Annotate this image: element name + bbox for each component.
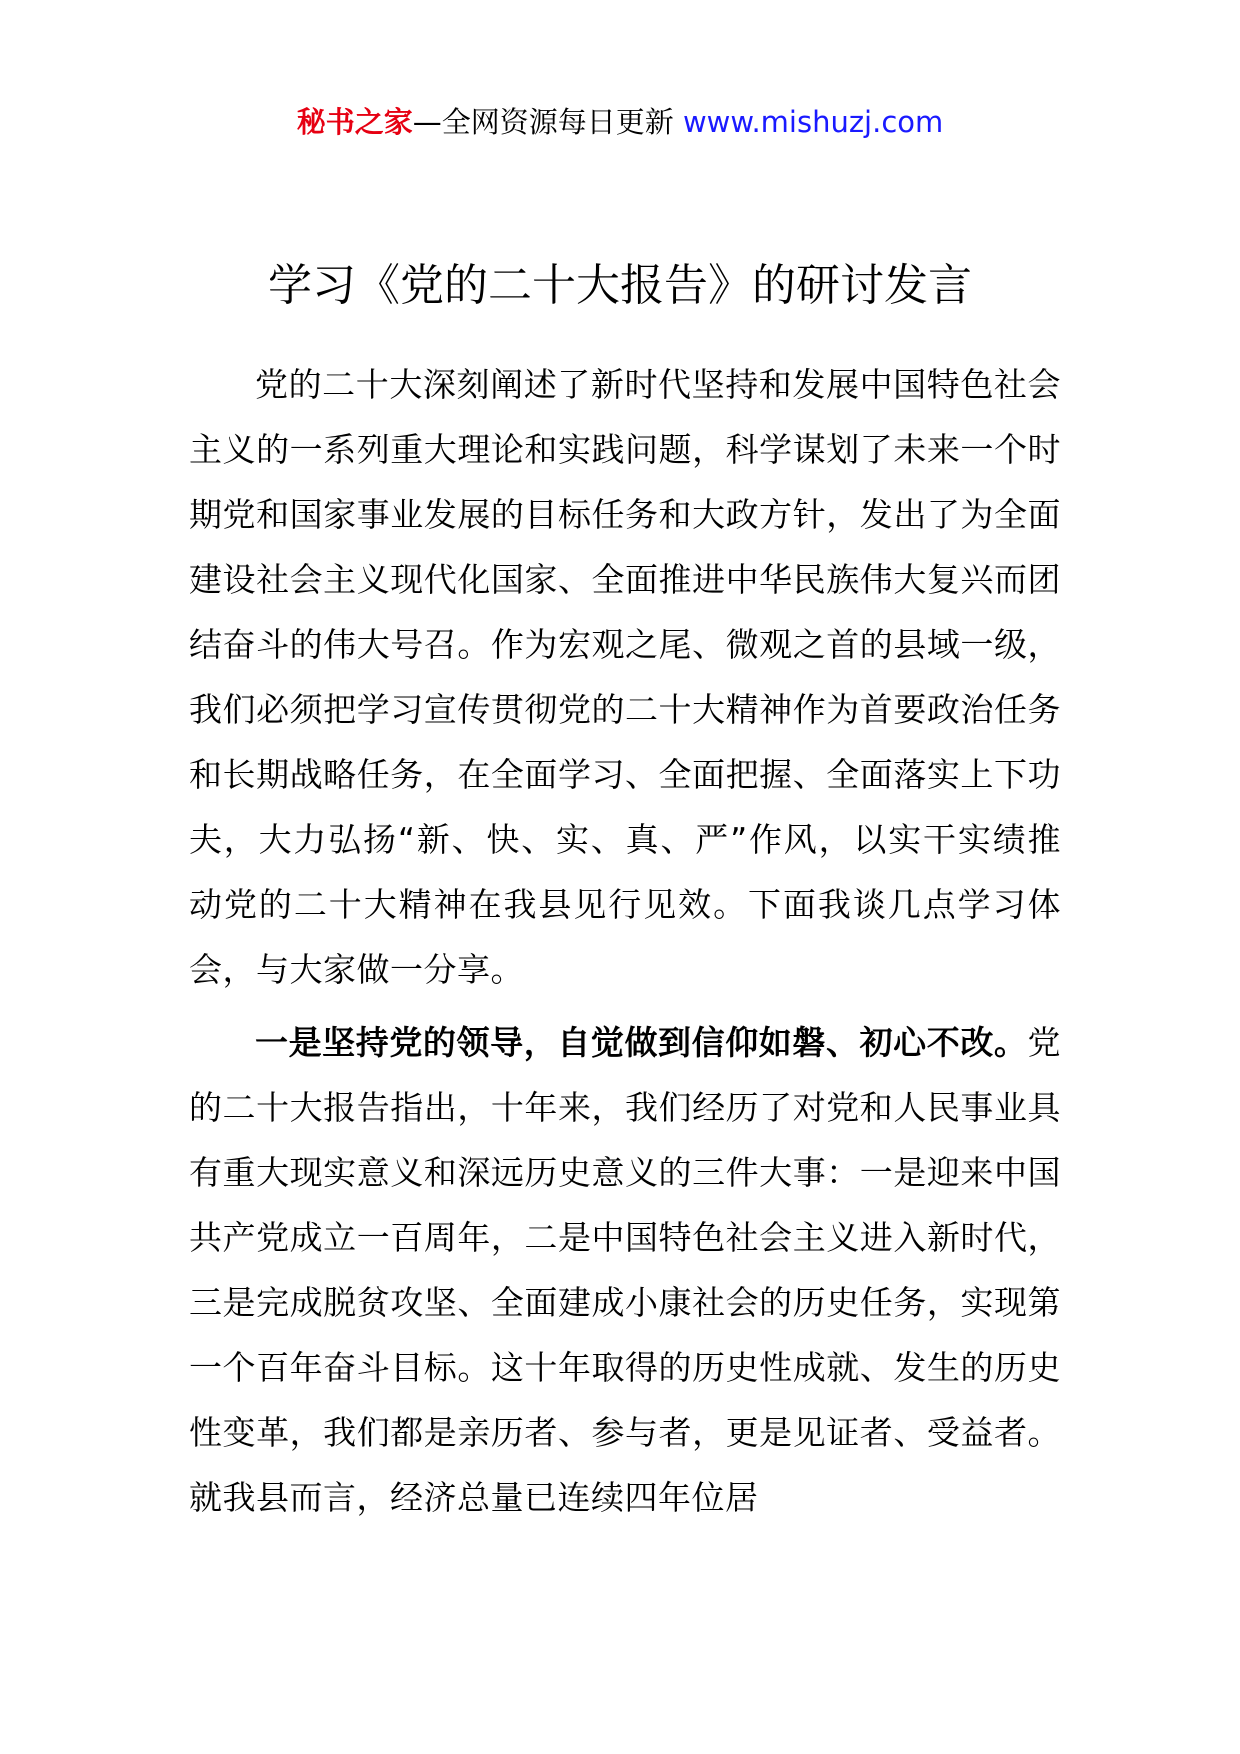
document-body [189, 352, 1061, 1530]
paragraph-intro-text: 党的二十大深刻阐述了新时代坚持和发展中国特色社会主义的一系列重大理论和实践问题，科学谋划了未来一个时期党和国家事业发展的目标任务和大政方针，发出了为全面建设社会主义现代化国家、全面推进中华民族伟大复兴而团结奋斗的伟大号召。作为宏观之尾、微观之首的县域一级，我们必须把学习宣传贯彻党的二十大精神作为首要政治任务和长期战略任务，在全面学习、全面把握、全面落实上下功夫，大力弘扬“新、快、实、真、严”作风，以实干实绩推动党的二十大精神在我县见行见效。下面我谈几点学习体会，与大家做一分享。 [189, 365, 1061, 989]
paragraph-point-one-text: 党的二十大报告指出，十年来，我们经历了对党和人民事业具有重大现实意义和深远历史意义的三件大事：一是迎来中国共产党成立一百周年，二是中国特色社会主义进入新时代，三是完成脱贫攻坚、全面建成小康社会的历史任务，实现第一个百年奋斗目标。这十年取得的历史性成就、发生的历史性变革，我们都是亲历者、参与者，更是见证者、受益者。就我县而言，经济总量已连续四年位居 [189, 1023, 1061, 1517]
site-brand: 秘书之家 [296, 105, 413, 139]
document-title: 学习《党的二十大报告》的研讨发言 [268, 260, 972, 311]
paragraph-point-one-heading: 一是坚持党的领导，自觉做到信仰如磐、初心不改。 [255, 1023, 1028, 1062]
site-header [0, 100, 1240, 144]
paragraph-intro [189, 352, 1061, 1002]
site-url-link[interactable]: www.mishuzj.com [682, 105, 944, 139]
paragraph-point-one [189, 1010, 1061, 1530]
site-slogan: —全网资源每日更新 [412, 105, 674, 139]
